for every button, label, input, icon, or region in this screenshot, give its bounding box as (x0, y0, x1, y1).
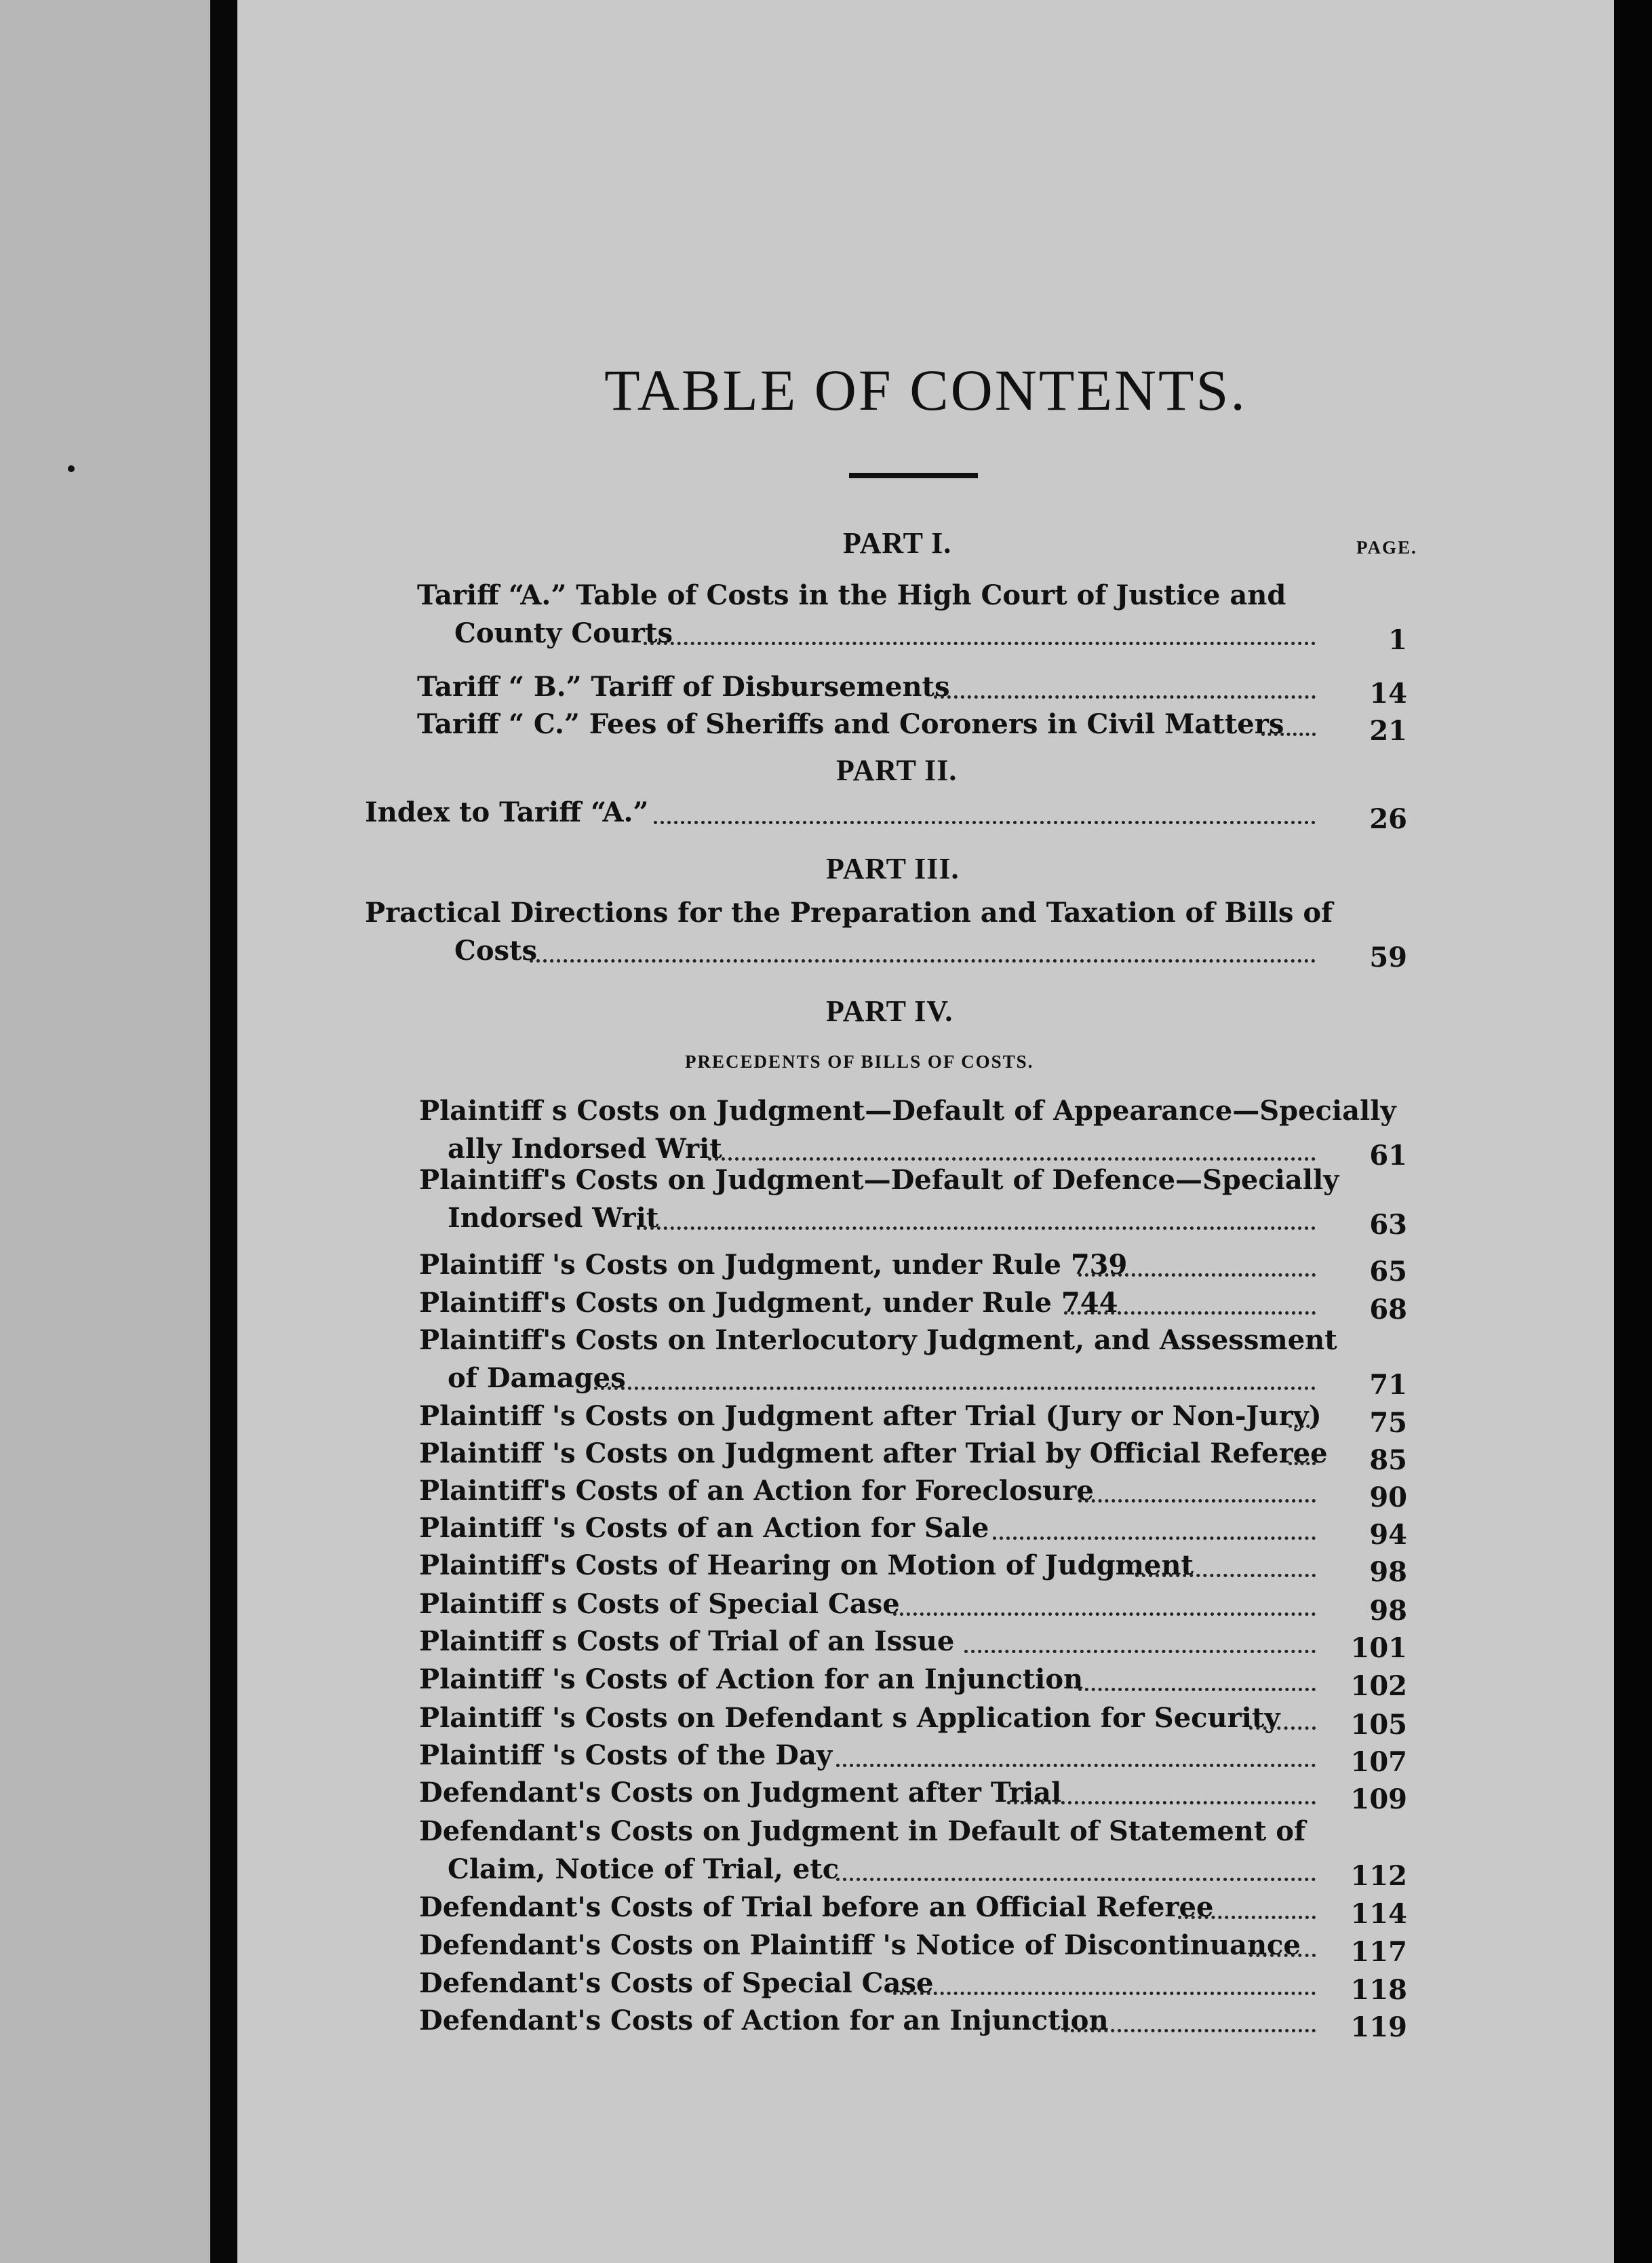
entry-page-number: 98 (1369, 1595, 1407, 1627)
entry-text: Plaintiff s Costs of Special Case (419, 1588, 900, 1620)
dot-leader (637, 1222, 1316, 1230)
dot-leader (1261, 729, 1316, 736)
entry-page-number: 118 (1350, 1974, 1407, 2006)
entry-page-number: 26 (1369, 803, 1407, 835)
dot-leader (1078, 1495, 1316, 1503)
entry-page-number: 85 (1369, 1444, 1407, 1476)
facing-page-edge (0, 0, 210, 2263)
entry-page-number: 1 (1388, 624, 1407, 656)
entry-text: Defendant's Costs of Action for an Injunction (419, 2005, 1109, 2036)
entry-page-number: 107 (1350, 1746, 1407, 1778)
dot-leader (1289, 1458, 1316, 1465)
dot-leader (708, 1153, 1316, 1161)
part-heading: PART III. (826, 852, 960, 885)
dot-leader (530, 955, 1316, 963)
part-heading: PART II. (836, 754, 958, 787)
entry-page-number: 105 (1350, 1709, 1407, 1741)
part-subheading: PRECEDENTS OF BILLS OF COSTS. (685, 1051, 1034, 1072)
entry-text: Defendant's Costs on Judgment after Trial (419, 1777, 1062, 1809)
entry-text: Plaintiff 's Costs on Judgment after Trial (Jury or Non-Jury) (419, 1400, 1322, 1432)
entry-page-number: 109 (1350, 1783, 1407, 1815)
dot-leader (1078, 1684, 1316, 1691)
scan-border (1614, 0, 1652, 2263)
entry-page-number: 71 (1369, 1369, 1407, 1401)
entry-page-number: 112 (1350, 1860, 1407, 1892)
entry-page-number: 94 (1369, 1519, 1407, 1551)
dot-leader (1249, 1950, 1316, 1957)
entry-text: Defendant's Costs on Plaintiff 's Notice of Discontinuance (419, 1929, 1301, 1961)
entry-text: County Courts (454, 617, 673, 649)
entry-page-number: 119 (1350, 2011, 1407, 2043)
dot-leader (1135, 1570, 1316, 1577)
entry-text: Plaintiff s Costs of Trial of an Issue (419, 1625, 955, 1657)
entry-text: Tariff “A.” Table of Costs in the High Court of Justice and (417, 579, 1286, 611)
entry-text: Defendant's Costs of Trial before an Official Referee (419, 1891, 1214, 1923)
entry-page-number: 75 (1369, 1407, 1407, 1439)
dot-leader (993, 1532, 1316, 1540)
entry-text: of Damages (448, 1362, 626, 1394)
entry-page-number: 68 (1369, 1294, 1407, 1326)
entry-text: Defendant's Costs of Special Case (419, 1967, 934, 1999)
part-heading: PART IV. (826, 994, 953, 1028)
entry-text: ally Indorsed Writ (448, 1133, 722, 1165)
entry-page-number: 102 (1350, 1670, 1407, 1702)
book-gutter (210, 0, 237, 2263)
dot-leader (644, 638, 1316, 645)
entry-text: Defendant's Costs on Judgment in Default of Statement of (419, 1815, 1306, 1847)
entry-text: Plaintiff's Costs of an Action for Foreclosure (419, 1475, 1094, 1507)
entry-page-number: 65 (1369, 1256, 1407, 1288)
dot-leader (934, 691, 1316, 699)
entry-page-number: 90 (1369, 1482, 1407, 1513)
dot-leader (1249, 1722, 1316, 1730)
entry-text: Practical Directions for the Preparation and Taxation of Bills of (365, 897, 1333, 929)
entry-page-number: 14 (1369, 678, 1407, 710)
entry-text: Indorsed Writ (448, 1202, 659, 1234)
title-rule (849, 473, 978, 478)
entry-text: Tariff “ C.” Fees of Sheriffs and Coroners in Civil Matters (417, 708, 1284, 740)
entry-text: Index to Tariff “A.” (365, 796, 649, 828)
entry-text: Costs (454, 935, 538, 967)
dot-leader (964, 1646, 1316, 1653)
entry-text: Tariff “ B.” Tariff of Disbursements (417, 671, 950, 703)
entry-page-number: 59 (1369, 942, 1407, 973)
entry-page-number: 114 (1350, 1898, 1407, 1930)
dot-leader (1178, 1912, 1316, 1919)
entry-text: Plaintiff's Costs on Judgment, under Rule 744 (419, 1287, 1118, 1319)
dot-leader (1007, 1797, 1316, 1804)
entry-text: Plaintiff 's Costs on Defendant s Application for Security (419, 1702, 1280, 1734)
dot-leader (1078, 1269, 1316, 1277)
entry-text: Plaintiff's Costs on Interlocutory Judgment, and Assessment (419, 1324, 1337, 1356)
entry-text: Plaintiff 's Costs on Judgment, under Rule 739 (419, 1249, 1128, 1281)
ink-speck (68, 465, 75, 472)
entry-text: Plaintiff 's Costs of an Action for Sale (419, 1512, 989, 1544)
dot-leader (836, 1874, 1316, 1881)
page-title: TABLE OF CONTENTS. (604, 357, 1247, 423)
dot-leader (1064, 2025, 1316, 2032)
part-heading: PART I. (843, 526, 952, 560)
entry-page-number: 63 (1369, 1209, 1407, 1241)
dot-leader (654, 817, 1316, 824)
contents-page (237, 0, 1614, 2263)
entry-page-number: 117 (1350, 1936, 1407, 1968)
dot-leader (893, 1608, 1316, 1616)
entry-text: Plaintiff 's Costs of Action for an Injunction (419, 1663, 1084, 1695)
entry-text: Plaintiff's Costs of Hearing on Motion of Judgment (419, 1549, 1194, 1581)
dot-leader (594, 1382, 1316, 1390)
entry-text: Plaintiff's Costs on Judgment—Default of Defence—Specially (419, 1164, 1339, 1196)
entry-text: Plaintiff 's Costs on Judgment after Trial by Official Referee (419, 1437, 1328, 1469)
dot-leader (836, 1760, 1316, 1767)
dot-leader (1064, 1307, 1316, 1315)
entry-page-number: 21 (1369, 715, 1407, 747)
entry-page-number: 61 (1369, 1140, 1407, 1172)
entry-text: Plaintiff s Costs on Judgment—Default of Appearance—Specially (419, 1095, 1396, 1127)
entry-text: Plaintiff 's Costs of the Day (419, 1739, 833, 1771)
entry-text: Claim, Notice of Trial, etc (448, 1853, 840, 1885)
page-column-label: PAGE. (1356, 537, 1417, 558)
entry-page-number: 101 (1350, 1632, 1407, 1664)
dot-leader (1289, 1420, 1316, 1428)
dot-leader (893, 1988, 1316, 1995)
entry-page-number: 98 (1369, 1556, 1407, 1588)
